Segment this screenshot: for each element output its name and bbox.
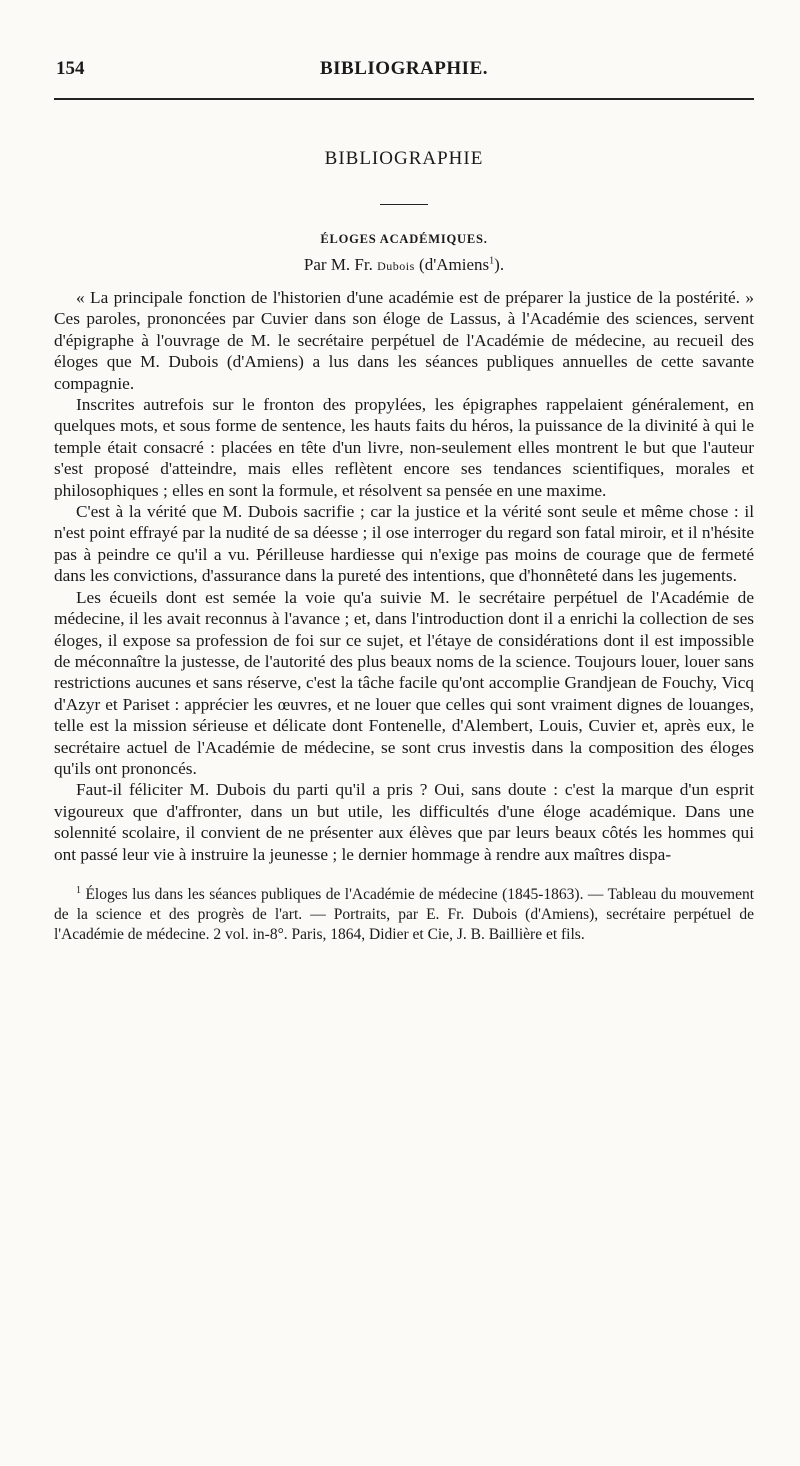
footnote-text: Éloges lus dans les séances publiques de l'Académie de médecine (1845-1863). — Tableau du mouvement de la science et des progrès de l'art. — Portraits, par E. Fr. Dubois (d'Amiens), secrétaire perpétuel de l'Académie de médecine. 2 vol. in-8°. Paris, 1864, Didier et Cie, J. B. Baillière et fils. [54, 886, 755, 944]
running-title: BIBLIOGRAPHIE. [319, 58, 488, 79]
paragraph: Les écueils dont est semée la voie qu'a suivie M. le secrétaire perpétuel de l'Académie de médecine, il les avait reconnus à l'avance ; et, dans l'introduction dont il a enrichi la collection de ses éloges, il expose sa profession de foi sur ce sujet, et l'étaye de considérations dont il est impossible de méconnaître la justesse, de l'autorité des plus beaux noms de la science. Toujours louer, louer sans restrictions aucunes et sans réserve, c'est la tâche facile qu'ont accomplie Grandjean de Fouchy, Vicq d'Azyr et Pariset : apprécier les œuvres, et ne louer que celles qui sont vraiment dignes de louanges, telle est la mission sérieuse et délicate dont Fontenelle, d'Alembert, Louis, Cuvier et, après eux, le secrétaire actuel de l'Académie de médecine, se sont crus investis dans la composition des éloges qu'ils ont prononcés. [54, 587, 754, 778]
paragraph: Inscrites autrefois sur le fronton des propylées, les épigraphes rappelaient généralement, en quelques mots, et sous forme de sentence, les hauts faits du héros, la puissance de la divinité à qui le temple était consacré : placées en tête d'un livre, non-seulement elles montrent le but que l'auteur s'est proposé d'atteindre, mais elles reflètent encore ses tendances scientifiques, morales et philosophiques ; elles en sont la formule, et résolvent sa pensée en une maxime. [54, 395, 754, 500]
header-rule [54, 98, 754, 100]
paragraph: Faut-il féliciter M. Dubois du parti qu'il a pris ? Oui, sans doute : c'est la marque d'un esprit vigoureux que d'affronter, dans un but utile, les difficultés d'une éloge académique. Dans une solennité scolaire, il convient de ne présenter aux élèves que par leurs beaux côtés les hommes qui ont passé leur vie à instruire la jeunesse ; le dernier hommage à rendre aux maîtres dispa- [54, 780, 754, 864]
footnote-mark: 1 [76, 884, 81, 896]
byline [54, 255, 754, 275]
byline-suffix: (d'Amiens [419, 255, 490, 274]
byline-close: ). [494, 255, 505, 274]
paragraph: C'est à la vérité que M. Dubois sacrifie ; car la justice et la vérité sont seule et même chose : il n'est point effrayé par la nudité de sa déesse ; il ose interroger du regard son fatal miroir, et il n'hésite pas à peindre ce qu'il a vu. Périlleuse hardiesse qui n'exige pas moins de courage que de fermeté dans les convictions, d'assurance dans la pureté des intentions, que d'honnêteté dans les jugements. [54, 502, 754, 586]
paragraph: « La principale fonction de l'historien d'une académie est de préparer la justice de la postérité. » Ces paroles, prononcées par Cuvier dans son éloge de Lassus, à l'Académie des sciences, servent d'épigraphe à l'ouvrage de M. le secrétaire perpétuel de l'Académie de médecine, au recueil des éloges que M. Dubois (d'Amiens) a lus dans les séances publiques annuelles de cette savante compagnie. [54, 288, 754, 393]
byline-author: Dubois [377, 259, 415, 273]
article-title: ÉLOGES ACADÉMIQUES. [320, 232, 488, 246]
page [54, 58, 754, 945]
running-head [54, 58, 754, 88]
footnote [54, 881, 754, 945]
footnote-reference[interactable]: 1 [489, 255, 495, 267]
page-number: 154 [56, 58, 85, 79]
byline-prefix: Par M. Fr. [303, 255, 373, 274]
article-body [54, 287, 754, 865]
section-title: BIBLIOGRAPHIE [324, 148, 484, 169]
section-divider [380, 204, 428, 205]
